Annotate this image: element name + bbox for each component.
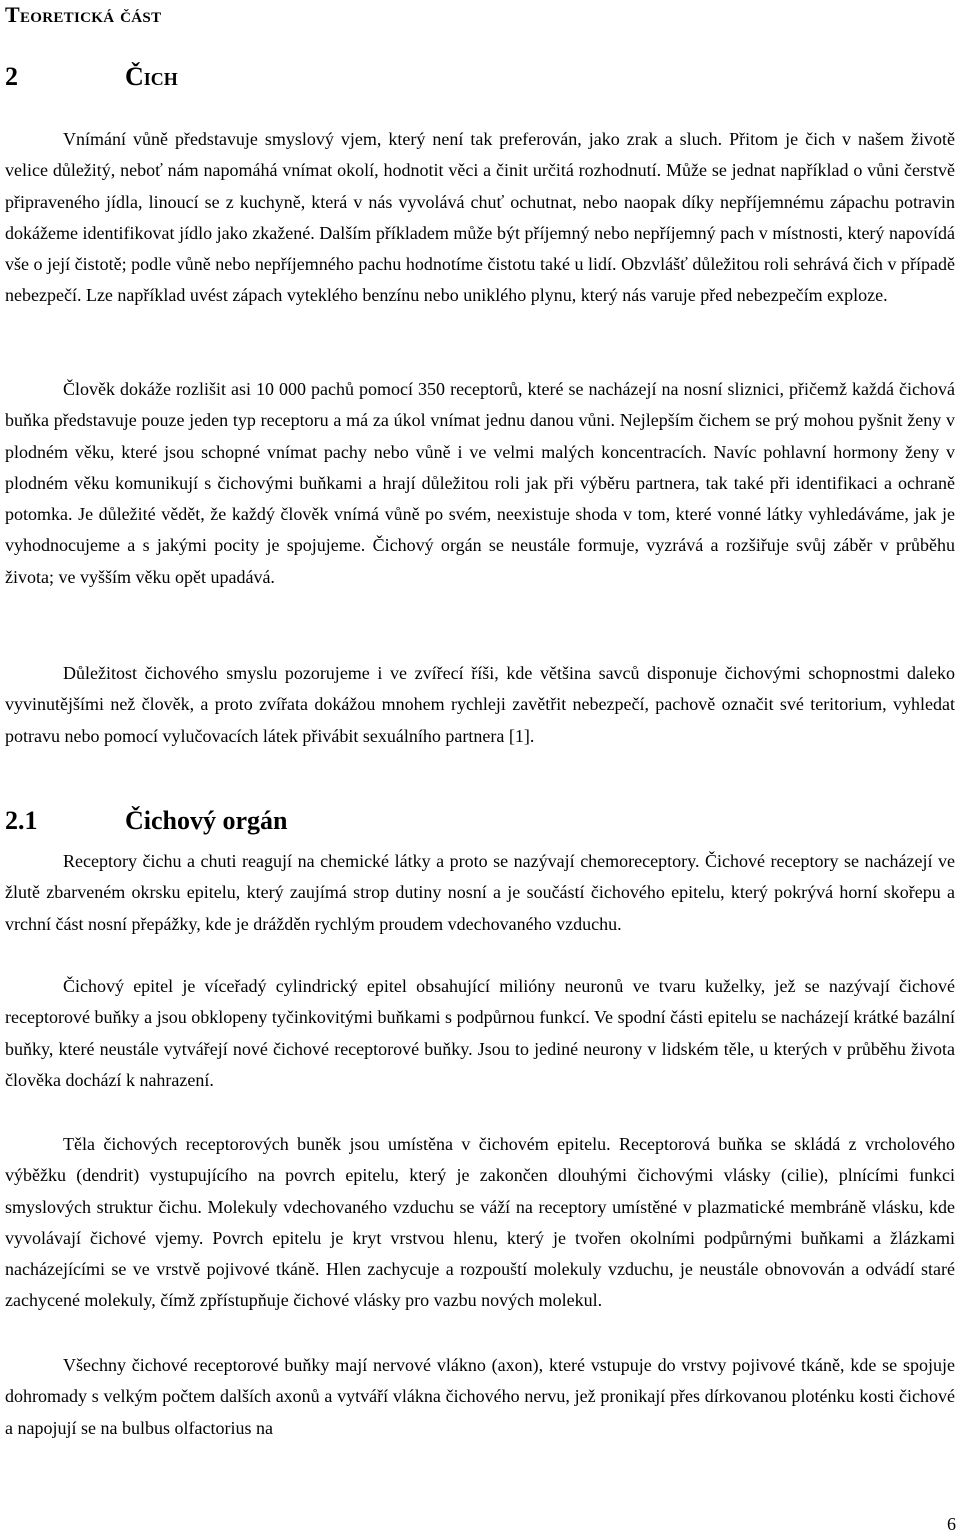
section-title: Čichový orgán [125,806,288,835]
section-heading [5,806,288,836]
paragraph: Důležitost čichového smyslu pozorujeme i ve zvířecí říši, kde většina savců disponuje čichovými schopnostmi daleko vyvinutějšími než člověk, a proto zvířata dokážou mnohem rychleji zavětřit nebezpečí, pachově označit své teritorium, vyhledat potravu nebo pomocí vylučovacích látek přivábit sexuálního partnera [1]. [5,663,955,746]
section-number: 2.1 [5,806,38,835]
paragraph: Všechny čichové receptorové buňky mají nervové vlákno (axon), které vstupuje do vrstvy pojivové tkáně, kde se spojuje dohromady s velkým počtem dalších axonů a vytváří vlákna čichového nervu, jež pronikají přes dírkovanou ploténku kosti čichové a napojují se na bulbus olfactorius na [5,1355,955,1438]
paragraph: Čichový epitel je víceřadý cylindrický epitel obsahující milióny neuronů ve tvaru kuželky, jež se nazývají čichové receptorové buňky a jsou obklopeny tyčinkovitými buňkami s podpůrnou funkcí. Ve spodní části epitelu se nacházejí krátké bazální buňky, které neustále vytvářejí nové čichové receptorové buňky. Jsou to jediné neurony v lidském těle, u kterých v průběhu života člověka dochází k nahrazení. [5,976,955,1090]
page-number: 6 [947,1514,956,1534]
paragraph: Těla čichových receptorových buněk jsou umístěna v čichovém epitelu. Receptorová buňka se skládá z vrcholového výběžku (dendrit) vystupujícího na povrch epitelu, který je zakončen dlouhými čichovými vlásky (cilie), plnícími funkci smyslových struktur čichu. Molekuly vdechovaného vzduchu se váží na receptory umístěné v plazmatické membráně vlásku, kde vyvolávají čichové vjemy. Povrch epitelu je kryt vrstvou hlenu, který je tvořen okolními podpůrnými buňkami a žlázkami nacházejícími se ve vrstvě pojivové tkáně. Hlen zachycuje a rozpouští molekuly vzduchu, je neustále obnovován a odvádí staré zachycené molekuly, čímž zpřístupňuje čichové vlásky pro vazbu nových molekul. [5,1134,955,1311]
chapter-title: Čich [125,62,178,91]
chapter-number: 2 [5,62,18,91]
chapter-heading [5,62,178,92]
paragraph: Vnímání vůně představuje smyslový vjem, který není tak preferován, jako zrak a sluch. Přitom je čich v našem životě velice důležitý, neboť nám napomáhá vnímat okolí, hodnotit věci a činit určitá rozhodnutí. Může se jednat například o vůni čerstvě připraveného jídla, linoucí se z kuchyně, která v nás vyvolává chuť ochutnat, nebo naopak díky nepříjemnému zápachu potravin dokážeme identifikovat jídlo jako zkažené. Dalším příkladem může být příjemný nebo nepříjemný pach v místnosti, který napovídá vše o její čistotě; podle vůně nebo nepříjemného pachu hodnotíme čistotu také u lidí. Obzvlášť důležitou roli sehrává čich v případě nebezpečí. Lze například uvést zápach vyteklého benzínu nebo uniklého plynu, který nás varuje před nebezpečím exploze. [5,129,955,306]
paragraph: Receptory čichu a chuti reagují na chemické látky a proto se nazývají chemoreceptory. Čichové receptory se nacházejí ve žlutě zbarveném okrsku epitelu, který zaujímá strop dutiny nosní a je součástí čichového epitelu, který pokrývá horní skořepu a vrchní část nosní přepážky, kde je drážděn rychlým proudem vdechovaného vzduchu. [5,851,955,934]
part-title: Teoretická část [5,2,162,27]
paragraph: Člověk dokáže rozlišit asi 10 000 pachů pomocí 350 receptorů, které se nacházejí na nosní sliznici, přičemž každá čichová buňka představuje pouze jeden typ receptoru a má za úkol vnímat jednu danou vůni. Nejlepším čichem se prý mohou pyšnit ženy v plodném věku, které jsou schopné vnímat pachy nebo vůně i ve velmi malých koncentracích. Navíc pohlavní hormony ženy v plodném věku komunikují s čichovými buňkami a hrají důležitou roli jak při výběru partnera, tak také při identifikaci a ochraně potomka. Je důležité vědět, že každý člověk vnímá vůně po svém, neexistuje shoda v tom, které vonné látky vyhledáváme, jak je vyhodnocujeme a s jakými pocity je spojujeme. Čichový orgán se neustále formuje, vyzrává a rozšiřuje svůj záběr v průběhu života; ve vyšším věku opět upadává. [5,379,955,587]
